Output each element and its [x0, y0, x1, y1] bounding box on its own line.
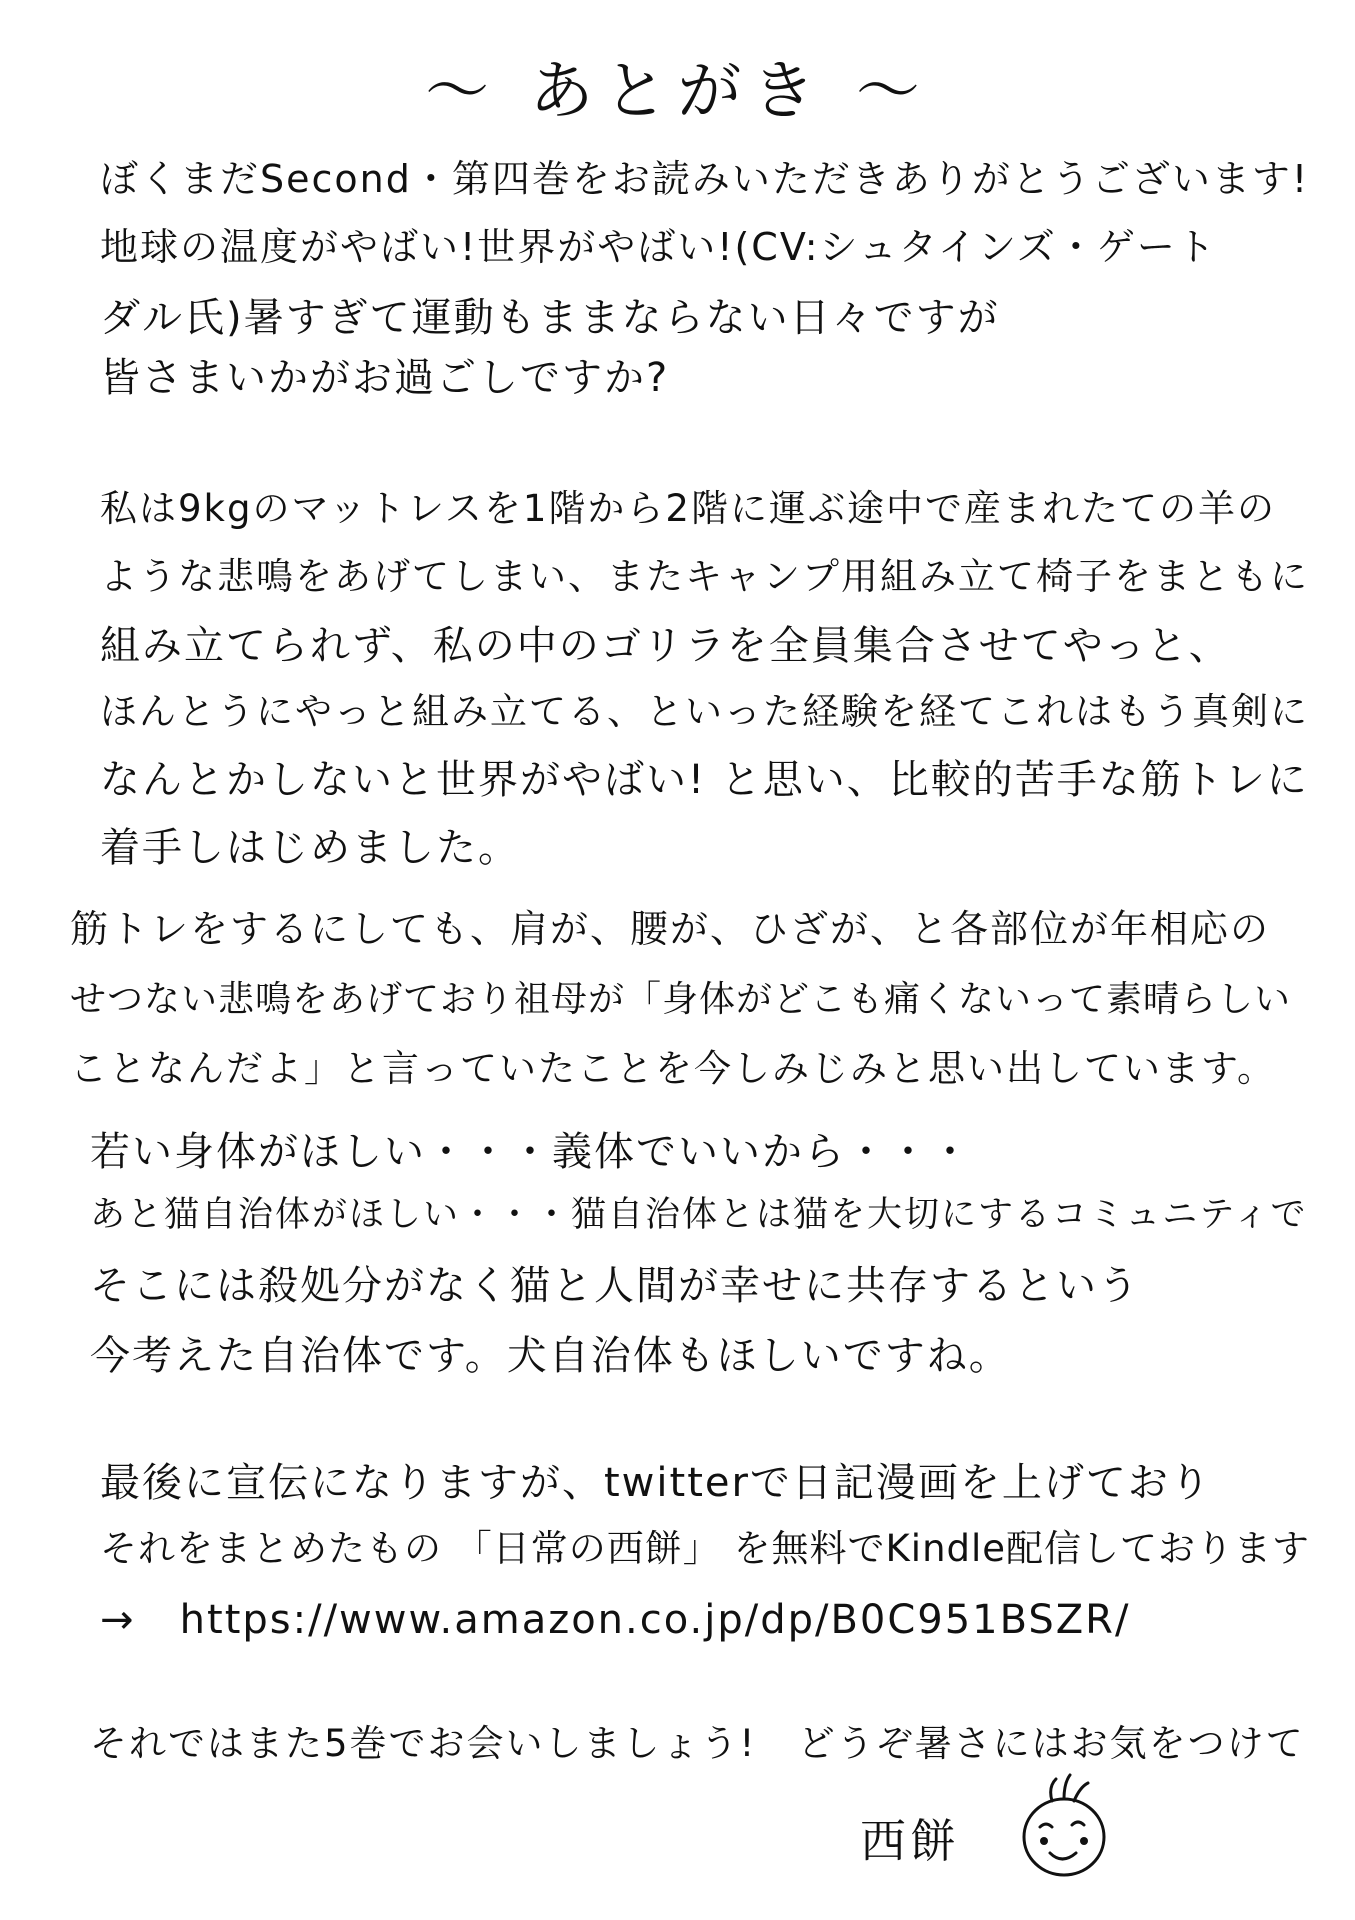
signature: 西餅 — [860, 1814, 960, 1868]
text-line: それではまた5巻でお会いしましょう! どうぞ暑さにはお気をつけて — [90, 1722, 1305, 1765]
text-line: 組み立てられず、私の中のゴリラを全員集合させてやっと、 — [100, 623, 1231, 669]
text-line: 着手しはじめました。 — [100, 825, 520, 871]
text-line: 皆さまいかがお過ごしですか? — [100, 355, 670, 401]
text-line: なんとかしないと世界がやばい! と思い、比較的苦手な筋トレに — [100, 757, 1309, 803]
text-line: 私は9kgのマットレスを1階から2階に運ぶ途中で産まれたての羊の — [100, 487, 1276, 530]
text-line: ぼくまだSecond・第四巻をお読みいただきありがとうございます! — [100, 157, 1310, 201]
text-line: それをまとめたもの 「日常の西餅」 を無料でKindle配信しております — [100, 1527, 1311, 1570]
text-line: ダル氏)暑すぎて運動もままならない日々ですが — [100, 295, 1000, 341]
text-line: 最後に宣伝になりますが、twitterで日記漫画を上げており — [100, 1460, 1212, 1506]
text-line: あと猫自治体がほしい・・・猫自治体とは猫を大切にするコミュニティで — [90, 1195, 1308, 1235]
text-line: 地球の温度がやばい!世界がやばい!(CV:シュタインズ・ゲート — [100, 225, 1217, 269]
text-line: ことなんだよ」と言っていたことを今しみじみと思い出しています。 — [70, 1047, 1277, 1090]
url-line: → https://www.amazon.co.jp/dp/B0C951BSZR/ — [100, 1597, 1131, 1643]
text-line: 筋トレをするにしても、肩が、腰が、ひざが、と各部位が年相応の — [70, 907, 1271, 951]
text-line: 若い身体がほしい・・・義体でいいから・・・ — [90, 1129, 972, 1175]
page-title: 〜 あとがき 〜 — [425, 55, 930, 129]
text-line: 今考えた自治体です。犬自治体もほしいですね。 — [90, 1333, 1011, 1379]
text-line: せつない悲鳴をあげており祖母が「身体がどこも痛くないって素晴らしい — [70, 979, 1292, 1020]
text-line: ような悲鳴をあげてしまい、またキャンプ用組み立て椅子をまともに — [100, 555, 1309, 598]
text-line: ほんとうにやっと組み立てる、といった経験を経てこれはもう真剣に — [100, 690, 1309, 733]
text-line: そこには殺処分がなく猫と人間が幸せに共存するという — [90, 1263, 1140, 1309]
smiling-face-doodle-icon — [1012, 1765, 1122, 1885]
